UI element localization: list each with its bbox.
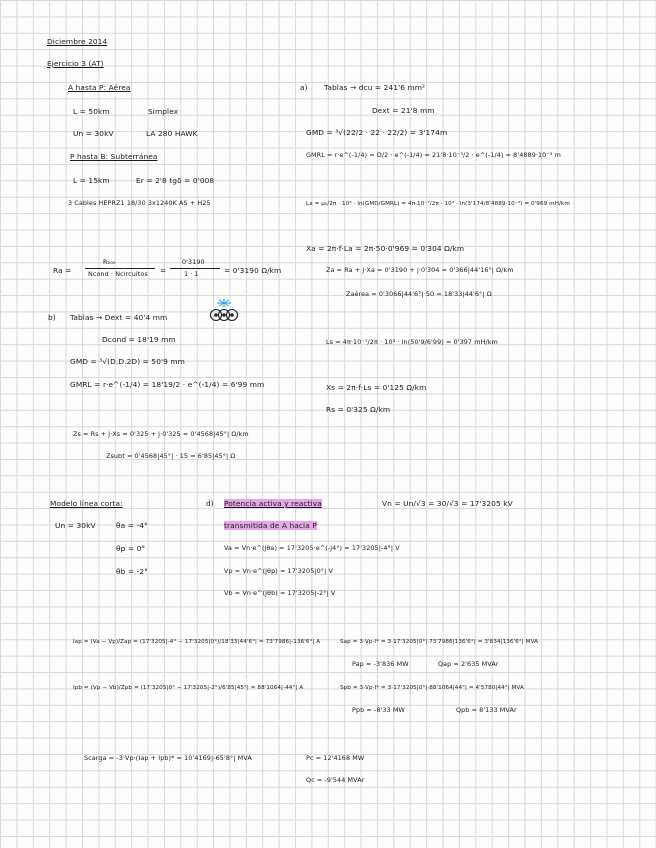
angle-p: θp = 0°: [116, 544, 146, 553]
impedance-aerea: Zaérea = 0'3066|44'6°|·50 = 18'33|44'6°| Ω: [346, 290, 492, 298]
reactive-power-ap: Qap = 2'635 MVAr: [438, 660, 499, 668]
section-a-heading: A hasta P: Aérea: [68, 83, 131, 92]
resistance-value-top: 0'3190: [182, 258, 205, 266]
resistance-value-bottom: 1 · 1: [184, 270, 199, 278]
current-pb: Ipb = (Vp − Vb)/Zpb = (17'3205|0° − 17'3205|-2°)/6'85|45°| = 88'1064|-44°| A: [73, 685, 304, 691]
power-pb: Spb = 3·Vp·I* = 3·17'3205|0°|·88'1064|44°| = 4'5780|44°| MVA: [340, 685, 524, 691]
resistance-label: Ra =: [53, 266, 72, 275]
load-active-power: Pc = 12'4168 MW: [306, 754, 365, 762]
active-power-ap: Pap = -3'836 MW: [352, 660, 409, 668]
voltage-b: Vb = Vn·e^(jθb) = 17'3205|-2°| V: [224, 589, 336, 597]
permittivity: Er = 2'8 tgδ = 0'008: [136, 176, 215, 185]
part-d-label: d): [206, 499, 214, 508]
resistance-result: = 0'3190 Ω/km: [224, 266, 282, 275]
dcond-b: Dcond = 18'19 mm: [102, 335, 176, 344]
part-a-label: a): [300, 83, 308, 92]
part-d-title-2: transmitida de A hacia P: [224, 521, 317, 530]
nominal-voltage-2: Un = 30kV: [55, 521, 96, 530]
gmr-a: GMRL = r·e^(-1/4) = D/2 · e^(-1/4) = 21'8·10⁻³/2 · e^(-1/4) = 8'4889·10⁻³ m: [306, 151, 561, 159]
section-b-heading: P hasta B: Subterránea: [70, 152, 158, 161]
load-reactive-power: Qc = -9'544 MVAr: [306, 776, 365, 784]
fraction-bar: [170, 268, 220, 269]
cables-spec: 3 Cables HEPRZ1 18/30 3x1240K AS + H25: [68, 199, 211, 207]
load-power: Scarga = -3·Vp·(Iap + Ipb)* = 10'4169|-65'8°| MVA: [84, 754, 252, 762]
resistance-frac-bottom: Ncond · Ncircuitos: [88, 270, 148, 278]
impedance-subt: Zsubt = 0'4568|45°| · 15 = 6'85|45°| Ω: [106, 452, 236, 460]
angle-a: θa = -4°: [116, 521, 148, 530]
gmd-b: GMD = ³√(D.D.2D) = 50'9 mm: [70, 357, 185, 366]
dext-a: Dext = 21'8 mm: [372, 106, 435, 115]
active-power-pb: Ppb = -8'33 MW: [352, 706, 405, 714]
inductance-b: Ls = 4π·10⁻⁷/2π · 10³ · ln(50'9/6'99) = 0'397 mH/km: [326, 338, 498, 346]
voltage-a: Va = Vn·e^(jθa) = 17'3205·e^(-j4°) = 17'3205|-4°| V: [224, 544, 400, 552]
length-b: L = 15km: [73, 176, 110, 185]
part-b-label: b): [48, 313, 56, 322]
gmr-b: GMRL = r·e^(-1/4) = 18'19/2 · e^(-1/4) = 6'99 mm: [70, 380, 265, 389]
nominal-voltage: Un = 30kV: [73, 129, 114, 138]
tables-b: Tablas → Dext = 40'4 mm: [70, 313, 168, 322]
length-a: L = 50km: [73, 107, 110, 116]
impedance-a: Za = Ra + j·Xa = 0'3190 + j·0'304 = 0'366|44'16°| Ω/km: [326, 266, 514, 274]
resistance-b: Rs = 0'325 Ω/km: [326, 405, 391, 414]
short-line-model-heading: Modelo línea corta:: [50, 499, 123, 508]
reactance-a: Xa = 2π·f·La = 2π·50·0'969 = 0'304 Ω/km: [306, 244, 465, 253]
impedance-subt-km: Zs = Rs + j·Xs = 0'325 + j·0'325 = 0'4568|45°| Ω/km: [73, 430, 249, 438]
gmd-a: GMD = ³√(22/2 · 22 · 22/2) = 3'174m: [306, 128, 448, 137]
exercise-heading: Ejercicio 3 (AT): [47, 59, 104, 68]
fraction-bar: [85, 268, 155, 269]
resistance-frac-top: R₂₀₀: [103, 258, 116, 266]
reactive-power-pb: Qpb = 8'133 MVAr: [456, 706, 517, 714]
date-heading: Diciembre 2014: [47, 37, 108, 46]
simplex-label: Simplex: [148, 107, 179, 116]
cable-bundle-icon: [207, 298, 241, 324]
line-type: LA 280 HAWK: [146, 129, 198, 138]
reactance-b: Xs = 2π·f·Ls = 0'125 Ω/km: [326, 383, 427, 392]
phase-voltage: Vn = Un/√3 = 30/√3 = 17'3205 kV: [382, 499, 513, 508]
tables-a: Tablas → dcu = 241'6 mm²: [324, 83, 426, 92]
power-ap: Sap = 3·Vp·I* = 3·17'3205|0°|·73'7986|136'6°| = 3'834|136'6°| MVA: [340, 639, 539, 645]
inductance-a: La = μ₀/2π · 10³ · ln(GMD/GMRL) = 4π·10⁻⁷/2π · 10³ · ln(3'174/8'4889·10⁻³) = 0'969 mH/km: [306, 201, 570, 207]
part-d-title-1: Potencia activa y reactiva: [224, 499, 322, 508]
angle-b: θb = -2°: [116, 567, 148, 576]
voltage-p: Vp = Vn·e^(jθp) = 17'3205|0°| V: [224, 567, 333, 575]
equals-sign: =: [160, 266, 167, 275]
current-ap: Iap = (Va − Vp)/Zap = (17'3205|-4° − 17'3205|0°)/18'33|44'6°| = 73'7986|-136'6°| A: [73, 639, 321, 645]
